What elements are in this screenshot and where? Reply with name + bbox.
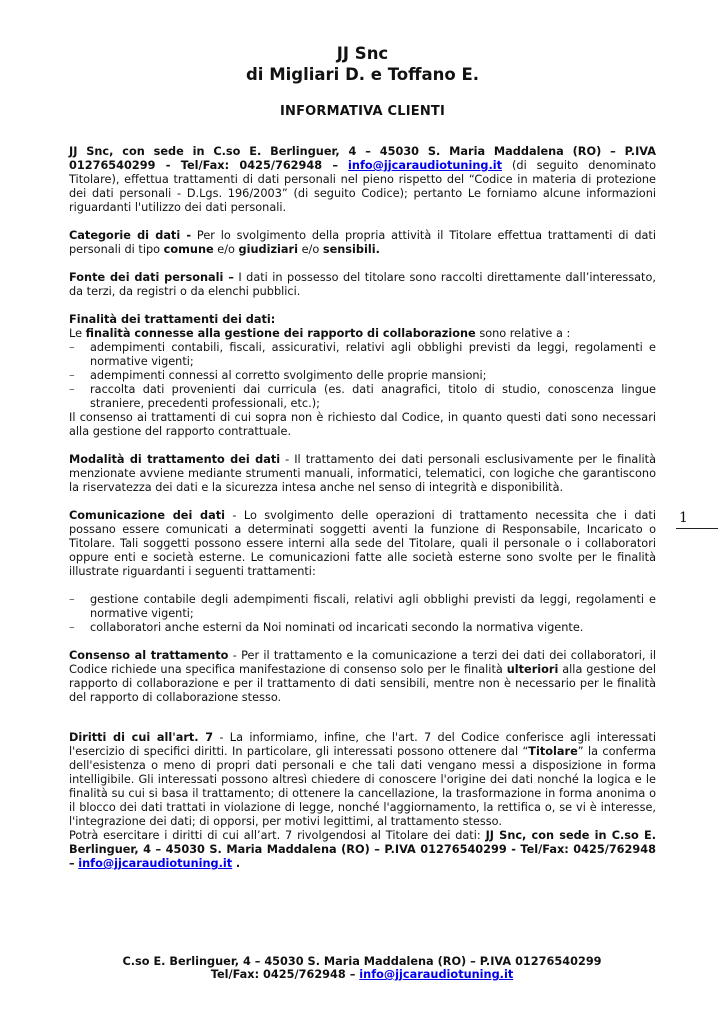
footer-contact: Tel/Fax: 0425/762948 – info@jjcaraudiotuning.it — [210, 968, 514, 981]
list-item: – collaboratori anche esterni da Noi nominati od incaricati secondo la normativa vigente. — [69, 621, 656, 635]
comunicazione-section: Comunicazione dei dati - Lo svolgimento delle operazioni di trattamento necessita che i dati possano essere comunicati a determinati soggetti aventi la funzione di Responsabile, Incaricato o Titolare. Tali soggetti possono essere interni alla sede del Titolare, quali il personale o i collaboratori oppure enti e società esterne. Le comunicazioni fatte alle società esterne sono svolte per le finalità illustrate riguardanti i seguenti trattamenti: – gestione contabile degli adempimenti fiscali, relativi agli obblighi previsti da leggi, regolamenti e normative vigenti; – collaboratori anche esterni da Noi nominati od incaricati secondo la normativa vigente. — [69, 509, 656, 635]
comunicazione-list — [69, 593, 656, 635]
finalita-label: Finalità dei trattamenti dei dati: — [69, 313, 276, 326]
modalita-section: Modalità di trattamento dei dati - Il trattamento dei dati personali esclusivamente per le finalità menzionate avviene mediante strumenti manuali, informatici, telematici, con logiche che garantiscono la riservatezza dei dati e la sicurezza intesa anche nel senso di integrità e disponibilità. — [69, 453, 656, 494]
modalita-label: Modalità di trattamento dei dati — [69, 453, 281, 466]
consenso-label: Consenso al trattamento — [69, 649, 229, 662]
fonte-section: Fonte dei dati personali – I dati in possesso del titolare sono raccolti direttamente dall’interessato, da terzi, da registri o da elenchi pubblici. — [69, 271, 656, 298]
diritti-company: JJ Snc, con sede in C.so E. Berlinguer, 4 – 45030 S. Maria Maddalena (RO) – P.IVA 01276540299 - Tel/Fax: 0425/762948 – — [69, 829, 657, 870]
fonte-label: Fonte dei dati personali – — [69, 271, 234, 284]
document-heading: INFORMATIVA CLIENTI — [279, 104, 446, 119]
consenso-section: Consenso al trattamento - Per il trattamento e la comunicazione a terzi dei dati dei collaboratori, il Codice richiede una specifica manifestazione di consenso solo per le finalità ulteriori alla gestione del rapporto di collaborazione e per il trattamento di dati sensibili, mentre non è necessario per le finalità del rapporto di collaborazione stesso. — [69, 649, 657, 704]
intro-email-link[interactable]: info@jjcaraudiotuning.it — [348, 159, 503, 172]
list-item: – gestione contabile degli adempimenti fiscali, relativi agli obblighi previsti da leggi, regolamenti e normative vigenti; — [69, 593, 656, 621]
list-item: – adempimenti contabili, fiscali, assicurativi, relativi agli obblighi previsti da leggi, regolamenti e normative vigenti; — [69, 341, 656, 369]
comunicazione-label: Comunicazione dei dati — [69, 509, 226, 522]
intro-company: JJ Snc, con sede in C.so E. Berlinguer, 4 – 45030 S. Maria Maddalena (RO) – P.IVA 01276540299 - Tel/Fax: 0425/762948 – — [69, 145, 656, 172]
footer-email-link[interactable]: info@jjcaraudiotuning.it — [359, 968, 514, 981]
finalita-list — [69, 341, 656, 411]
document-page — [69, 0, 656, 871]
categorie-label: Categorie di dati - — [69, 229, 192, 242]
finalita-closing: Il consenso ai trattamenti di cui sopra non è richiesto dal Codice, in quanto questi dati sono necessari alla gestione del rapporto contrattuale. — [69, 411, 656, 438]
categorie-section: Categorie di dati - Per lo svolgimento della propria attività il Titolare effettua trattamenti di dati personali di tipo comune e/o giudiziari e/o sensibili. — [69, 229, 656, 256]
intro-text: (di seguito denominato Titolare), effettua trattamenti di dati personali nel pieno rispetto del “Codice in materia di protezione dei dati personali - D.Lgs. 196/2003” (di seguito Codice); pertanto Le forniamo alcune informazioni riguardanti l'utilizzo dei dati personali. — [69, 159, 657, 214]
list-item: – adempimenti connessi al corretto svolgimento delle proprie mansioni; — [69, 369, 656, 383]
page-number-rule — [676, 528, 718, 529]
company-name: JJ Snc — [336, 44, 389, 63]
diritti-email-link[interactable]: info@jjcaraudiotuning.it — [78, 857, 233, 870]
company-owners: di Migliari D. e Toffano E. — [246, 65, 479, 84]
diritti-label: Diritti di cui all'art. 7 — [69, 731, 214, 744]
footer-address: C.so E. Berlinguer, 4 – 45030 S. Maria Maddalena (RO) – P.IVA 01276540299 — [122, 955, 602, 968]
page-number: 1 — [679, 510, 688, 526]
finalita-section: Finalità dei trattamenti dei dati: Le finalità connesse alla gestione dei rapporto di collaborazione sono relative a : – adempimenti contabili, fiscali, assicurativi, relativi agli obblighi previsti da leggi, regolamenti e normative vigenti; – adempimenti connessi al corretto svolgimento delle proprie mansioni; – raccolta dati provenienti dai curricula (es. dati anagrafici, titolo di studio, conoscenza lingue straniere, precedenti professionali, etc.); Il consenso ai trattamenti di cui sopra non è richiesto dal Codice, in quanto questi dati sono necessari alla gestione del rapporto contrattuale. — [69, 313, 656, 439]
list-item: – raccolta dati provenienti dai curricula (es. dati anagrafici, titolo di studio, conoscenza lingue straniere, precedenti professionali, etc.); — [69, 383, 656, 411]
intro-section — [69, 145, 656, 215]
page-footer — [60, 955, 664, 981]
diritti-section: Diritti di cui all'art. 7 - La informiamo, infine, che l'art. 7 del Codice conferisce agli interessati l'esercizio di specifici diritti. In particolare, gli interessati possono ottenere dal “Titolare” la conferma dell'esistenza o meno di propri dati personali e che tali dati vengano messi a disposizione in forma intelligibile. Gli interessati possono altresì chiedere di conoscere l'origine dei dati nonché la logica e le finalità su cui si basa il trattamento; di ottenere la cancellazione, la trasformazione in forma anonima o il blocco dei dati trattati in violazione di legge, nonché l'aggiornamento, la rettifica o, se vi è interesse, l'integrazione dei dati; di opporsi, per motivi legittimi, al trattamento stesso. Potrà esercitare i diritti di cui all’art. 7 rivolgendosi al Titolare dei dati: JJ Snc, con sede in C.so E. Berlinguer, 4 – 45030 S. Maria Maddalena (RO) – P.IVA 01276540299 - Tel/Fax: 0425/762948 – info@jjcaraudiotuning.it . — [69, 731, 657, 870]
